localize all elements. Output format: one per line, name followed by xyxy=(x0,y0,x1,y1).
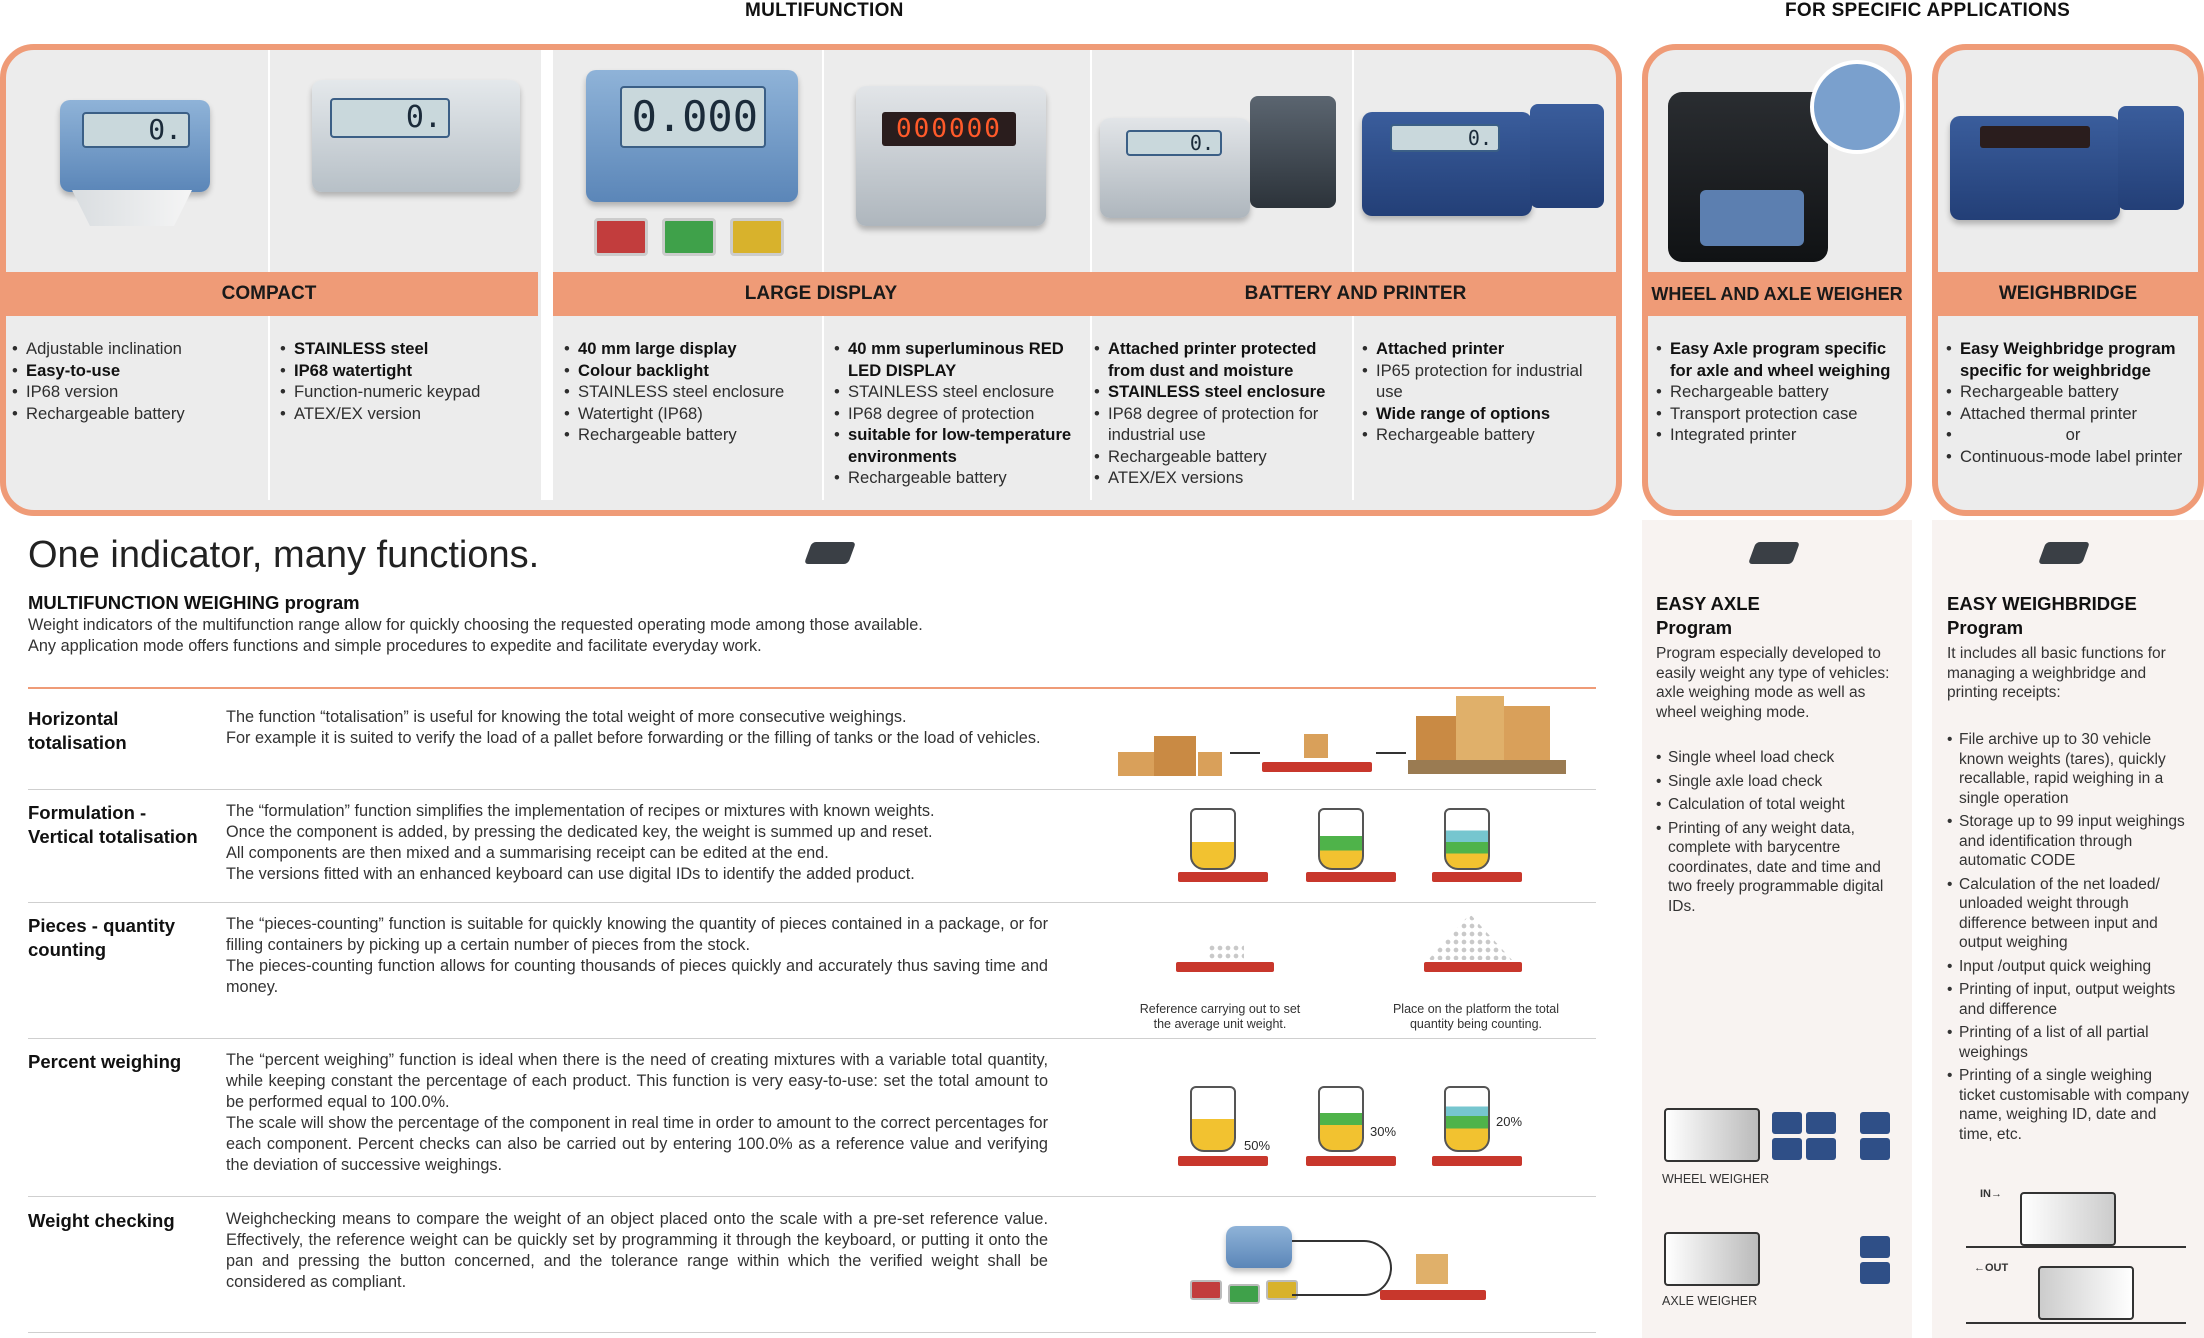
weighbridge-feature-item: • Printing of a list of all partial weighings xyxy=(1947,1023,2189,1062)
feature-item: • Rechargeable battery xyxy=(834,467,1084,489)
weighbridge-feature-item: • Printing of a single weighing ticket customisable with company name, weighing ID, date and time, etc. xyxy=(1947,1066,2189,1144)
section-text-horizontal: The function “totalisation” is useful for knowing the total weight of more consecutive weighings. For example it is suited to verify the load of a pallet before forwarding or the filling of tanks or the load of vehicles. xyxy=(226,708,1041,747)
feature-list-axle xyxy=(1656,338,1906,446)
weighbridge-feature-item: • Storage up to 99 input weighings and identification through automatic CODE xyxy=(1947,812,2189,871)
lcd-readout: 0. xyxy=(82,112,190,148)
feature-list-large-2 xyxy=(834,338,1084,489)
feature-item-or: • or xyxy=(1946,424,2200,446)
section-title-horizontal: Horizontal totalisation xyxy=(28,708,127,753)
feature-item: • Easy Axle program specific for axle and wheel weighing xyxy=(1656,338,1906,381)
feature-item: • Integrated printer xyxy=(1656,424,1906,446)
feature-list-large-1 xyxy=(564,338,814,446)
feature-item: • Function-numeric keypad xyxy=(280,381,540,403)
feature-item: • ATEX/EX version xyxy=(280,403,540,425)
feature-item: • Continuous-mode label printer xyxy=(1946,446,2200,468)
feature-list-compact-2 xyxy=(280,338,540,424)
percent-label: 30% xyxy=(1370,1124,1397,1139)
axle-weigher-label: AXLE WEIGHER xyxy=(1662,1294,1758,1308)
lcd-readout: 0. xyxy=(330,98,450,138)
program-text-2: Any application mode offers functions and simple procedures to expedite and facilitate everyday work. xyxy=(28,637,762,655)
feature-item: • Watertight (IP68) xyxy=(564,403,814,425)
section-divider xyxy=(28,902,1596,903)
feature-item: • IP65 protection for industrial use xyxy=(1362,360,1612,403)
axle-program-subtitle: Program xyxy=(1656,617,1733,638)
feature-item: • Easy-to-use xyxy=(12,360,262,382)
lcd-readout: 0. xyxy=(1126,130,1222,156)
section-divider xyxy=(28,687,1596,689)
feature-item: • Attached printer xyxy=(1362,338,1612,360)
feature-item: • ATEX/EX versions xyxy=(1094,467,1348,489)
weighbridge-program-subtitle: Program xyxy=(1947,617,2024,638)
feature-item: • IP68 degree of protection for industrial use xyxy=(1094,403,1348,446)
wheel-weigher-label: WHEEL WEIGHER xyxy=(1662,1172,1770,1186)
lcd-readout: 0. xyxy=(1390,124,1500,152)
page-title: One indicator, many functions. xyxy=(28,534,540,576)
feature-item: • Rechargeable battery xyxy=(1946,381,2200,403)
band-battery-printer: BATTERY AND PRINTER xyxy=(1089,272,1622,316)
band-weighbridge: WEIGHBRIDGE xyxy=(1932,272,2204,316)
feature-item: • Transport protection case xyxy=(1656,403,1906,425)
feature-list-battery-1 xyxy=(1094,338,1348,489)
led-readout: 000000 xyxy=(882,112,1016,146)
weighbridge-feature-item: • File archive up to 30 vehicle known weights (tares), quickly recallable, rapid weighing in a single operation xyxy=(1947,730,2189,808)
weighbridge-feature-item: • Calculation of the net loaded/ unloaded weight through difference between input and output weighing xyxy=(1947,875,2189,953)
feature-item: • 40 mm large display xyxy=(564,338,814,360)
program-title: MULTIFUNCTION WEIGHING program xyxy=(28,592,360,613)
chip-icon xyxy=(2038,542,2090,564)
out-label: OUT xyxy=(1985,1262,2009,1274)
feature-item: • Rechargeable battery xyxy=(1362,424,1612,446)
section-text-formulation: The “formulation” function simplifies the implementation of recipes or mixtures with known weights. Once the component is added, by pressing the dedicated key, the weight is summed up and reset. All components are then mixed and a summarising receipt can be edited at the end. The versions fitted with an enhanced keyboard can use digital IDs to identify the added product. xyxy=(226,802,935,883)
weighbridge-program-title: EASY WEIGHBRIDGE xyxy=(1947,593,2137,614)
section-title-weight-checking: Weight checking xyxy=(28,1210,175,1231)
axle-feature-list xyxy=(1656,748,1896,920)
chip-icon xyxy=(804,542,856,564)
program-text-1: Weight indicators of the multifunction range allow for quickly choosing the requested operating mode among those available. xyxy=(28,616,923,634)
feature-item: • IP68 version xyxy=(12,381,262,403)
weighbridge-intro: It includes all basic functions for managing a weighbridge and printing receipts: xyxy=(1947,645,2166,701)
chip-icon xyxy=(1748,542,1800,564)
band-axle: WHEEL AND AXLE WEIGHER xyxy=(1642,272,1912,316)
feature-list-battery-2 xyxy=(1362,338,1612,446)
feature-item: • Adjustable inclination xyxy=(12,338,262,360)
section-title-formulation: Formulation - Vertical totalisation xyxy=(28,802,198,847)
feature-item: • Attached thermal printer xyxy=(1946,403,2200,425)
feature-list-weighbridge xyxy=(1946,338,2200,467)
feature-item: • STAINLESS steel enclosure xyxy=(564,381,814,403)
percent-label: 50% xyxy=(1244,1138,1271,1153)
feature-item: • Attached printer protected from dust and moisture xyxy=(1094,338,1348,381)
feature-item: • STAINLESS steel enclosure xyxy=(1094,381,1348,403)
feature-item: • 40 mm superluminous RED LED DISPLAY xyxy=(834,338,1084,381)
weighbridge-feature-item: • Printing of input, output weights and difference xyxy=(1947,980,2189,1019)
feature-item: • STAINLESS steel enclosure xyxy=(834,381,1084,403)
feature-item: • Easy Weighbridge program specific for weighbridge xyxy=(1946,338,2200,381)
in-label: IN xyxy=(1980,1188,1991,1200)
section-text-pieces: The “pieces-counting” function is suitable for quickly knowing the quantity of pieces contained in a package, or for filling containers by picking up a certain number of pieces from the stock. The pieces-counting function allows for counting thousands of pieces quickly and accurately thus saving time and money. xyxy=(226,915,1048,996)
weighbridge-feature-list xyxy=(1947,730,2189,1148)
feature-item: • Rechargeable battery xyxy=(564,424,814,446)
group-title-multifunction: MULTIFUNCTION xyxy=(745,0,904,21)
feature-item: • suitable for low-temperature environments xyxy=(834,424,1084,467)
weighbridge-feature-item: • Input /output quick weighing xyxy=(1947,957,2189,977)
feature-item: • STAINLESS steel xyxy=(280,338,540,360)
percent-label: 20% xyxy=(1496,1114,1523,1129)
axle-intro: Program especially developed to easily weight any type of vehicles: axle weighing mode as well as wheel weighing mode. xyxy=(1656,645,1890,721)
feature-item: • IP68 degree of protection xyxy=(834,403,1084,425)
section-text-weight-checking: Weighchecking means to compare the weight of an object placed onto the scale with a pre-set reference value. Effectively, the reference weight can be quickly set by programming it through the keyboard, or putting it onto the pan and pressing the button concerned, and the tolerance range within which the verified weight shall be considered as compliant. xyxy=(226,1210,1048,1291)
feature-item: • Colour backlight xyxy=(564,360,814,382)
band-large-display: LARGE DISPLAY xyxy=(553,272,1089,316)
axle-feature-item: • Single wheel load check xyxy=(1656,748,1896,768)
lcd-readout: 0.000 xyxy=(620,86,766,148)
feature-list-compact-1 xyxy=(12,338,262,424)
axle-program-title: EASY AXLE xyxy=(1656,593,1760,614)
axle-background xyxy=(1642,520,1912,1338)
feature-item: • Rechargeable battery xyxy=(1656,381,1906,403)
section-divider xyxy=(28,789,1596,790)
caption-counting-right: Place on the platform the total quantity being counting. xyxy=(1392,1002,1560,1031)
section-divider xyxy=(28,1196,1596,1197)
group-title-specific: FOR SPECIFIC APPLICATIONS xyxy=(1785,0,2071,21)
feature-item: • Rechargeable battery xyxy=(12,403,262,425)
axle-feature-item: • Calculation of total weight xyxy=(1656,795,1896,815)
section-divider xyxy=(28,1038,1596,1039)
section-title-percent: Percent weighing xyxy=(28,1051,182,1072)
section-divider xyxy=(28,1332,1596,1333)
caption-counting-left: Reference carrying out to set the average unit weight. xyxy=(1139,1002,1301,1031)
feature-item: • Wide range of options xyxy=(1362,403,1612,425)
section-text-percent: The “percent weighing” function is ideal when there is the need of creating mixtures with a variable total quantity, while keeping constant the percentage of each product. This function is very easy-to-use: set the total amount to be performed equal to 100.0%. The scale will show the percentage of the component in real time in order to amount to the correct percentages for each component. Percent checks can also be carried out by entering 100.0% as a reference value and verifying the deviation of successive weighings. xyxy=(226,1051,1048,1174)
feature-item: • Rechargeable battery xyxy=(1094,446,1348,468)
axle-feature-item: • Single axle load check xyxy=(1656,772,1896,792)
band-compact: COMPACT xyxy=(0,272,538,316)
column-divider xyxy=(541,50,553,500)
feature-item: • IP68 watertight xyxy=(280,360,540,382)
axle-feature-item: • Printing of any weight data, complete with barycentre coordinates, date and time and two freely programmable digital IDs. xyxy=(1656,819,1896,917)
section-title-pieces: Pieces - quantity counting xyxy=(28,915,176,960)
